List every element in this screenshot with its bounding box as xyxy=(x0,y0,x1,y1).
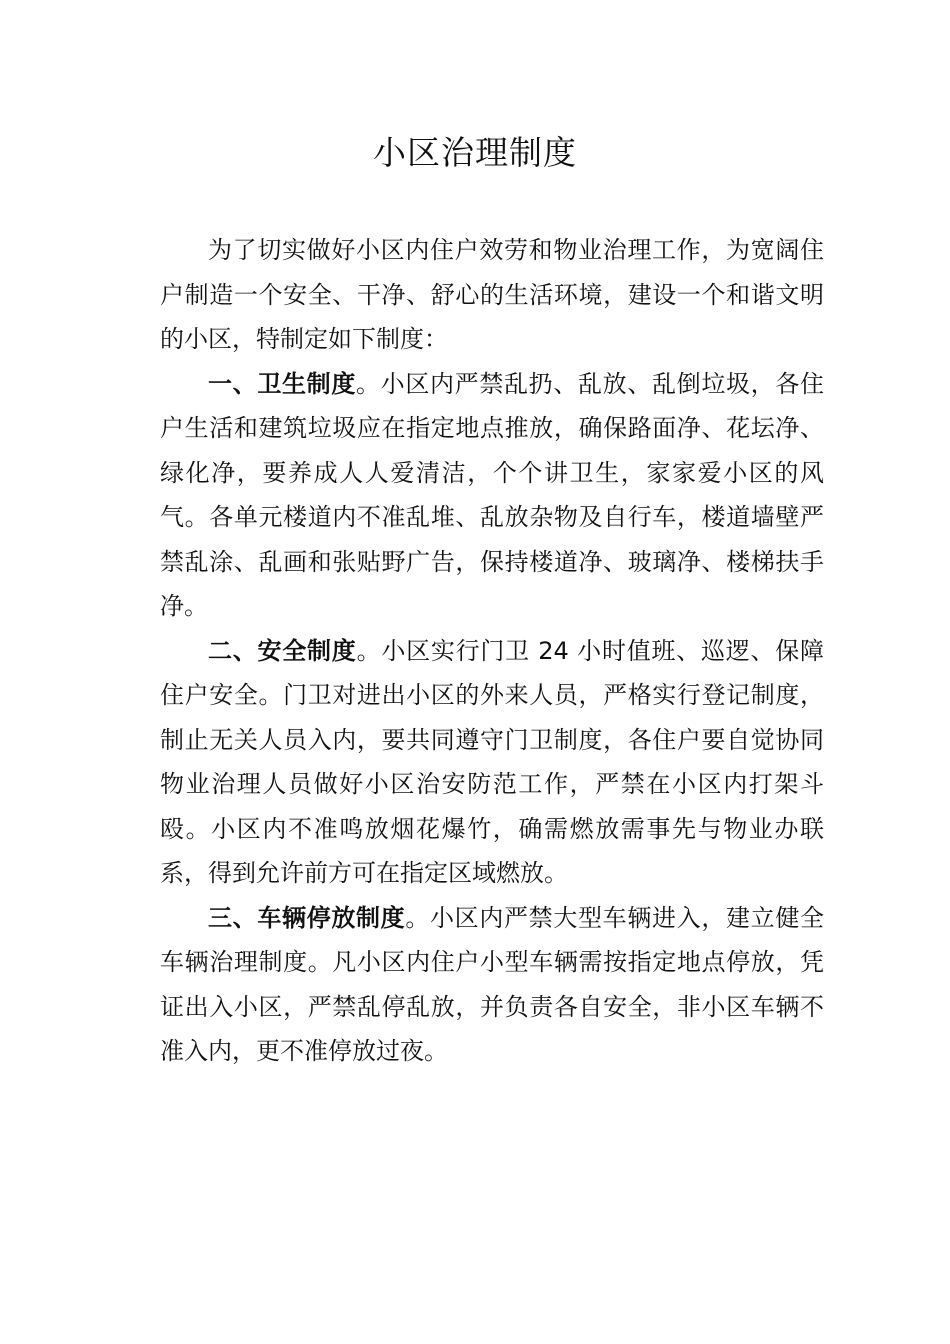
section-security xyxy=(160,629,824,896)
section-hygiene-text: 。小区内严禁乱扔、乱放、乱倒垃圾，各住户生活和建筑垃圾应在指定地点推放，确保路面净、花坛净、绿化净，要养成人人爱清洁，个个讲卫生，家家爱小区的风气。各单元楼道内不准乱堆、乱放杂物及自行车，楼道墙壁严禁乱涂、乱画和张贴野广告，保持楼道净、玻璃净、楼梯扶手净。 xyxy=(160,369,824,620)
document-title: 小区治理制度 xyxy=(373,133,577,172)
section-parking-text: 。小区内严禁大型车辆进入，建立健全车辆治理制度。凡小区内住户小型车辆需按指定地点停放，凭证出入小区，严禁乱停乱放，并负责各自安全，非小区车辆不准入内，更不准停放过夜。 xyxy=(160,903,825,1065)
section-parking-heading: 三、车辆停放制度 xyxy=(208,903,406,932)
section-parking xyxy=(160,896,824,1074)
section-security-heading: 二、安全制度 xyxy=(208,636,357,665)
document-body xyxy=(160,228,824,1074)
section-hygiene xyxy=(160,362,824,629)
section-security-text: 。小区实行门卫 24 小时值班、巡逻、保障住户安全。门卫对进出小区的外来人员，严格实行登记制度，制止无关人员入内，要共同遵守门卫制度，各住户要自觉协同物业治理人员做好小区治安防范工作，严禁在小区内打架斗殴。小区内不准鸣放烟花爆竹，确需燃放需事先与物业办联系，得到允许前方可在指定区域燃放。 xyxy=(160,636,825,887)
intro-paragraph: 为了切实做好小区内住户效劳和物业治理工作，为宽阔住户制造一个安全、干净、舒心的生活环境，建设一个和谐文明的小区，特制定如下制度： xyxy=(160,236,824,353)
section-hygiene-heading: 一、卫生制度 xyxy=(208,369,356,398)
